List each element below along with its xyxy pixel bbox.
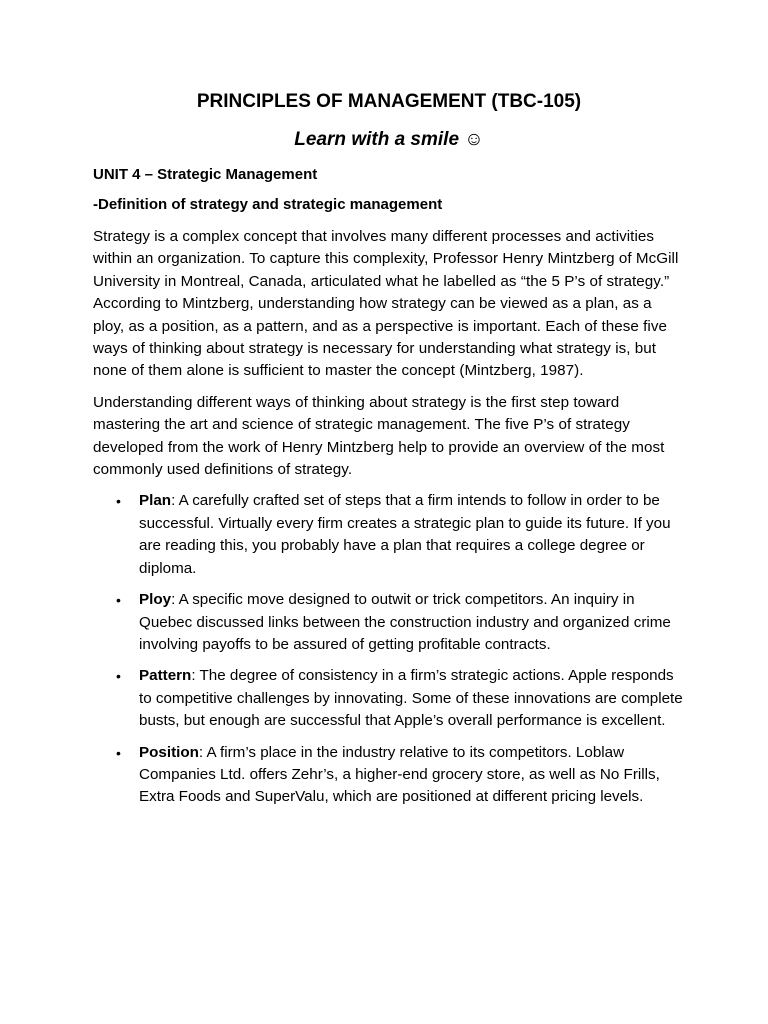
list-item-term: Ploy (139, 591, 172, 609)
intro-paragraph: Strategy is a complex concept that involves many different processes and activities within an organization. To capture this complexity, Professor Henry Mintzberg of McGill University in Montreal, Canada, articulated what he labelled as “the 5 P’s of strategy.” According to Mintzberg, understanding how strategy can be viewed as a plan, as a ploy, as a position, as a pattern, and as a perspective is important. Each of these five ways of thinking about strategy is necessary for understanding what strategy is, but none of them alone is sufficient to master the concept (Mintzberg, 1987). (93, 228, 679, 380)
bullet-icon: • (116, 668, 121, 685)
list-item-term: Position (139, 743, 199, 761)
list-item-text: : A carefully crafted set of steps that a firm intends to follow in order to be successful. Virtually every firm creates a strategic plan to guide its future. If you are reading this, you probably have a plan that requires a college degree or diploma. (139, 492, 671, 577)
list-item-text: : A specific move designed to outwit or trick competitors. An inquiry in Quebec discussed links between the construction industry and organized crime involving payoffs to be assured of getting profitable contracts. (139, 591, 671, 653)
document-title: PRINCIPLES OF MANAGEMENT (TBC-105) (196, 91, 582, 112)
list-item-pattern (93, 665, 685, 732)
list-item-term: Pattern (139, 667, 192, 685)
bullet-icon: • (116, 592, 121, 609)
bullet-icon: • (116, 744, 121, 761)
five-ps-list (93, 490, 685, 808)
list-item-term: Plan (139, 492, 172, 510)
document-subtitle: Learn with a smile ☺ (294, 129, 484, 150)
overview-paragraph: Understanding different ways of thinking about strategy is the first step toward mastering the art and science of strategic management. The five P’s of strategy developed from the work of Henry Mintzberg help to provide an overview of the most commonly used definitions of strategy. (93, 393, 665, 479)
list-item-text: : A firm’s place in the industry relative to its competitors. Loblaw Companies Ltd. offers Zehr’s, a higher-end grocery store, as well as No Frills, Extra Foods and SuperValu, which are positioned at different pricing levels. (139, 743, 660, 806)
document-page (93, 88, 685, 818)
list-item-plan (93, 490, 685, 580)
section-heading: -Definition of strategy and strategic management (93, 196, 443, 213)
list-item-position (93, 742, 685, 809)
bullet-icon: • (116, 493, 121, 510)
list-item-ploy (93, 589, 685, 656)
unit-heading: UNIT 4 – Strategic Management (93, 166, 318, 183)
list-item-text: : The degree of consistency in a firm’s strategic actions. Apple responds to competitive challenges by innovating. Some of these innovations are complete busts, but enough are successful that Apple’s overall performance is excellent. (139, 667, 683, 730)
